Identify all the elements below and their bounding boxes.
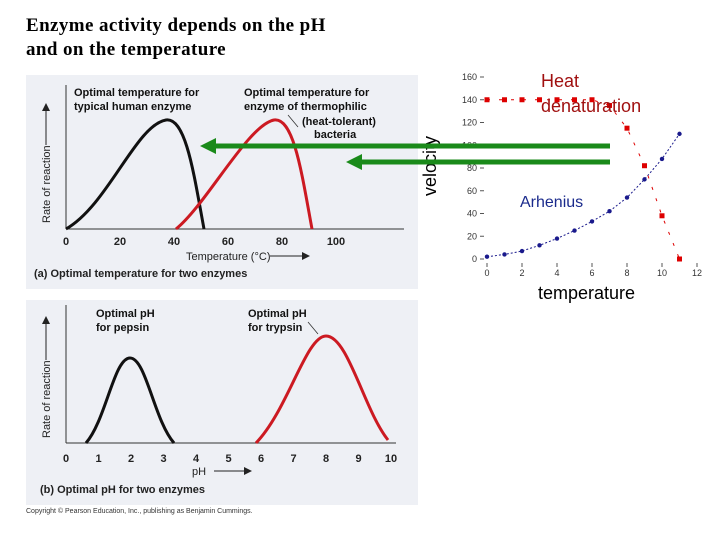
panel-b-caption: (b) Optimal pH for two enzymes xyxy=(40,484,206,496)
temperature-tick-label: 10 xyxy=(656,268,668,278)
velocity-tick-label: 20 xyxy=(466,231,477,242)
velocity-tick-label: 160 xyxy=(461,72,477,82)
temperature-tick-label: 4 xyxy=(554,268,560,278)
denaturation-point xyxy=(677,257,682,262)
panel-a-tick-label: 20 xyxy=(113,236,127,248)
panel-a-label-leader xyxy=(288,115,298,127)
panel-a-label-right-1: Optimal temperature for xyxy=(244,87,370,99)
panel-a-tick-label: 80 xyxy=(275,236,289,248)
pepsin-curve xyxy=(86,358,174,443)
denaturation-point xyxy=(520,97,525,102)
denaturation-point xyxy=(485,97,490,102)
denaturation-point xyxy=(502,97,507,102)
panel-b-tick-label: 0 xyxy=(62,453,70,465)
title-line-1: Enzyme activity depends on the pH xyxy=(26,15,326,36)
title-line-2: and on the temperature xyxy=(26,39,227,60)
temperature-tick-label: 6 xyxy=(589,268,595,278)
panel-b-tick-label: 1 xyxy=(95,453,102,465)
trypsin-curve xyxy=(256,336,388,443)
velocity-axis-title: velocity xyxy=(420,135,440,196)
velocity-tick-label: 60 xyxy=(466,185,477,196)
arrhenius-line xyxy=(487,134,680,257)
panel-b-label-right-1: Optimal pH xyxy=(248,308,307,320)
temperature-axis-title: temperature xyxy=(538,283,636,303)
panel-a-y-label: Rate of reaction xyxy=(41,145,53,223)
panel-a-tick-label: 0 xyxy=(62,236,70,248)
arrhenius-point xyxy=(572,228,576,232)
panel-b-label-leader xyxy=(308,322,318,334)
panel-b-tick-label: 6 xyxy=(257,453,265,465)
denaturation-label: denaturation xyxy=(541,96,642,116)
arrhenius-point xyxy=(555,236,559,240)
arrhenius-point xyxy=(642,177,646,181)
panel-a-tick-label: 60 xyxy=(221,236,235,248)
panel-b-tick-label: 4 xyxy=(192,453,200,465)
velocity-tick-label: 100 xyxy=(461,140,477,151)
arrhenius-point xyxy=(520,249,524,253)
panel-ph xyxy=(26,300,418,505)
panel-a-label-right-3: (heat-tolerant) xyxy=(302,116,376,128)
slide-title xyxy=(26,14,326,62)
panel-a-label-left-2: typical human enzyme xyxy=(74,101,192,113)
arrhenius-point xyxy=(660,157,664,161)
arhenius-label: Arhenius xyxy=(520,194,584,211)
temperature-tick-label: 0 xyxy=(484,268,490,278)
velocity-tick-label: 80 xyxy=(466,163,477,173)
velocity-tick-label: 140 xyxy=(461,94,477,105)
arrhenius-point xyxy=(502,252,506,256)
temperature-tick-label: 8 xyxy=(624,268,630,278)
panel-temperature xyxy=(26,75,418,289)
panel-b-tick-label: 3 xyxy=(160,453,167,465)
temperature-tick-label: 2 xyxy=(519,268,525,278)
panel-a-label-right-2: enzyme of thermophilic xyxy=(244,101,367,113)
panel-b-y-label: Rate of reaction xyxy=(41,360,53,438)
denaturation-point xyxy=(660,213,665,218)
panel-b-x-label: pH xyxy=(192,466,207,478)
arrhenius-point xyxy=(677,132,681,136)
panel-a-label-left-1: Optimal temperature for xyxy=(74,87,200,99)
ph-chart xyxy=(26,300,418,505)
arrhenius-point xyxy=(590,219,594,223)
panel-a-label-right-4: bacteria xyxy=(314,129,357,141)
panel-a-x-label: Temperature (°C) xyxy=(186,251,271,263)
arrhenius-point xyxy=(625,195,629,199)
denaturation-point xyxy=(642,163,647,168)
panel-b-tick-label: 2 xyxy=(127,453,135,465)
panel-b-label-right-2: for trypsin xyxy=(248,322,303,334)
panel-a-tick-label: 40 xyxy=(167,236,181,248)
human-enzyme-curve xyxy=(66,120,204,229)
panel-b-label-left-2: for pepsin xyxy=(96,322,150,334)
arrhenius-point xyxy=(485,255,489,259)
arrhenius-point xyxy=(537,243,541,247)
panel-b-tick-label: 7 xyxy=(290,453,297,465)
panel-a-caption: (a) Optimal temperature for two enzymes xyxy=(34,268,248,280)
panel-b-tick-label: 8 xyxy=(322,453,330,465)
panel-a-tick-label: 100 xyxy=(326,236,346,248)
heat-label: Heat xyxy=(541,71,580,91)
thermophilic-enzyme-curve xyxy=(176,120,312,229)
temperature-tick-label: 12 xyxy=(691,268,703,278)
panel-b-label-left-1: Optimal pH xyxy=(96,308,155,320)
velocity-tick-label: 40 xyxy=(466,208,477,219)
panel-b-tick-label: 5 xyxy=(225,453,232,465)
arrhenius-point xyxy=(607,209,611,213)
panel-b-tick-label: 9 xyxy=(355,453,362,465)
velocity-tick-label: 120 xyxy=(461,117,477,128)
temperature-chart xyxy=(26,75,418,289)
denaturation-line xyxy=(487,100,680,259)
denaturation-point xyxy=(625,126,630,131)
velocity-tick-label: 0 xyxy=(471,254,477,264)
panel-b-tick-label: 10 xyxy=(384,453,398,465)
copyright-text: Copyright © Pearson Education, Inc., publishing as Benjamin Cummings. xyxy=(26,508,253,515)
